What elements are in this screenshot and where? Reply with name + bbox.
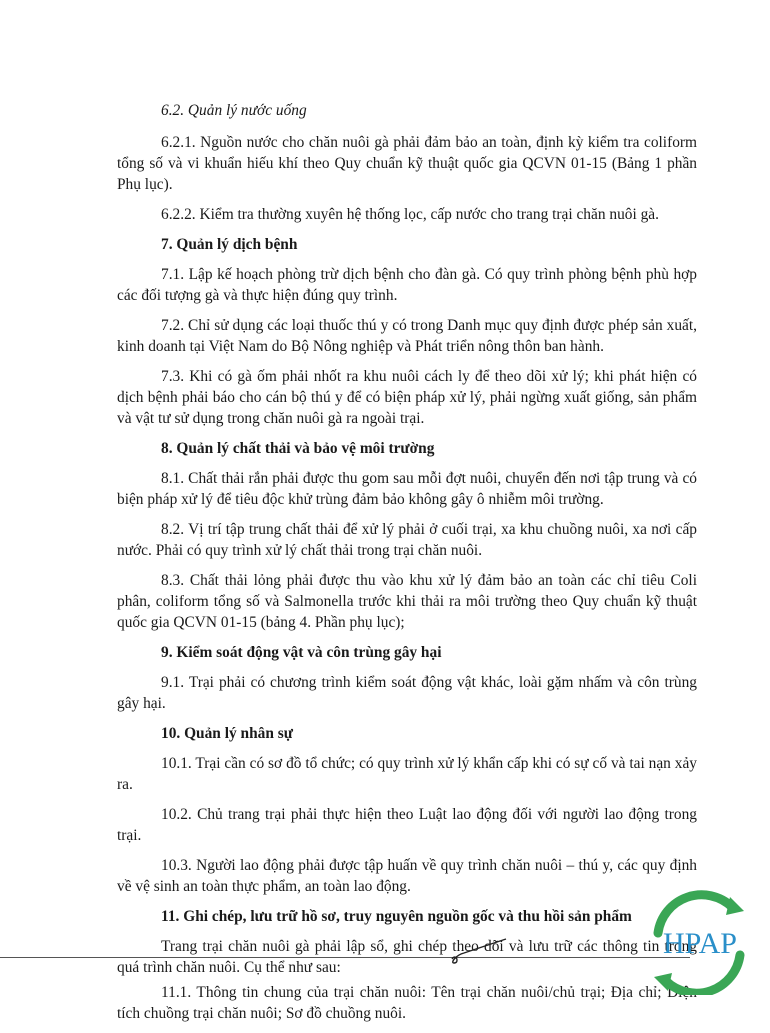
paragraph-6-2-2: 6.2.2. Kiểm tra thường xuyên hệ thống lọc, cấp nước cho trang trại chăn nuôi gà. xyxy=(161,206,659,223)
paragraph-11-intro: Trang trại chăn nuôi gà phải lập sổ, ghi chép theo dõi và lưu trữ các thông tin trong quá trình chăn nuôi. Cụ thể như sau: xyxy=(117,938,697,976)
heading-10: 10. Quản lý nhân sự xyxy=(161,725,293,742)
paragraph-10-3: 10.3. Người lao động phải được tập huấn về quy trình chăn nuôi – thú y, các quy định về vệ sinh an toàn thực phẩm, an toàn lao động. xyxy=(117,857,697,895)
heading-11: 11. Ghi chép, lưu trữ hồ sơ, truy nguyên nguồn gốc và thu hồi sản phẩm xyxy=(161,908,632,925)
hpap-logo xyxy=(640,885,760,995)
paragraph-9-1: 9.1. Trại phải có chương trình kiểm soát động vật khác, loài gặm nhấm và côn trùng gây hại. xyxy=(117,674,697,712)
document-body xyxy=(117,100,697,1033)
paragraph-7-3: 7.3. Khi có gà ốm phải nhốt ra khu nuôi cách ly để theo dõi xử lý; khi phát hiện có dịch bệnh phải báo cho cán bộ thú y để có biện pháp xử lý, phải ngừng xuất giống, sản phẩm và vật tư sử dụng trong chăn nuôi gà ra ngoài trại. xyxy=(117,368,697,427)
paragraph-10-2: 10.2. Chủ trang trại phải thực hiện theo Luật lao động đối với người lao động trong trại. xyxy=(117,806,697,844)
heading-8: 8. Quản lý chất thải và bảo vệ môi trường xyxy=(161,440,435,457)
footer-rule xyxy=(0,957,690,958)
paragraph-11-1: 11.1. Thông tin chung của trại chăn nuôi: Tên trại chăn nuôi/chủ trại; Địa chỉ; Diện tích chuồng trại chăn nuôi; Sơ đồ chuồng nuôi. xyxy=(117,984,697,1022)
paragraph-7-2: 7.2. Chỉ sử dụng các loại thuốc thú y có trong Danh mục quy định được phép sản xuất, kinh doanh tại Việt Nam do Bộ Nông nghiệp và Phát triển nông thôn ban hành. xyxy=(117,317,697,355)
paragraph-7-1: 7.1. Lập kế hoạch phòng trừ dịch bệnh cho đàn gà. Có quy trình phòng bệnh phù hợp các đối tượng gà và thực hiện đúng quy trình. xyxy=(117,266,697,304)
paragraph-8-2: 8.2. Vị trí tập trung chất thải để xử lý phải ở cuối trại, xa khu chuồng nuôi, xa nơi cấp nước. Phải có quy trình xử lý chất thải trong trại chăn nuôi. xyxy=(117,521,697,559)
paragraph-10-1: 10.1. Trại cần có sơ đồ tổ chức; có quy trình xử lý khẩn cấp khi có sự cố và tai nạn xảy ra. xyxy=(117,755,697,793)
heading-7: 7. Quản lý dịch bệnh xyxy=(161,236,298,253)
logo-arc-bottom xyxy=(666,955,740,993)
paragraph-8-3: 8.3. Chất thải lỏng phải được thu vào khu xử lý đảm bảo an toàn các chỉ tiêu Coli phân, coliform tổng số và Salmonella trước khi thải ra môi trường theo Quy chuẩn kỹ thuật quốc gia QCVN 01-15 (bảng 4. Phần phụ lục); xyxy=(117,572,697,631)
paragraph-6-2-1: 6.2.1. Nguồn nước cho chăn nuôi gà phải đảm bảo an toàn, định kỳ kiểm tra coliform tổng số và vi khuẩn hiếu khí theo Quy chuẩn kỹ thuật quốc gia QCVN 01-15 (Bảng 1 phần Phụ lục). xyxy=(117,134,697,193)
paragraph-8-1: 8.1. Chất thải rắn phải được thu gom sau mỗi đợt nuôi, chuyển đến nơi tập trung và có biện pháp xử lý để tiêu độc khử trùng đảm bảo không gây ô nhiễm môi trường. xyxy=(117,470,697,508)
heading-6-2: 6.2. Quản lý nước uống xyxy=(161,102,307,119)
handwritten-mark-icon xyxy=(450,935,510,965)
heading-9: 9. Kiểm soát động vật và côn trùng gây hại xyxy=(161,644,442,661)
logo-text: HPAP xyxy=(663,927,737,960)
